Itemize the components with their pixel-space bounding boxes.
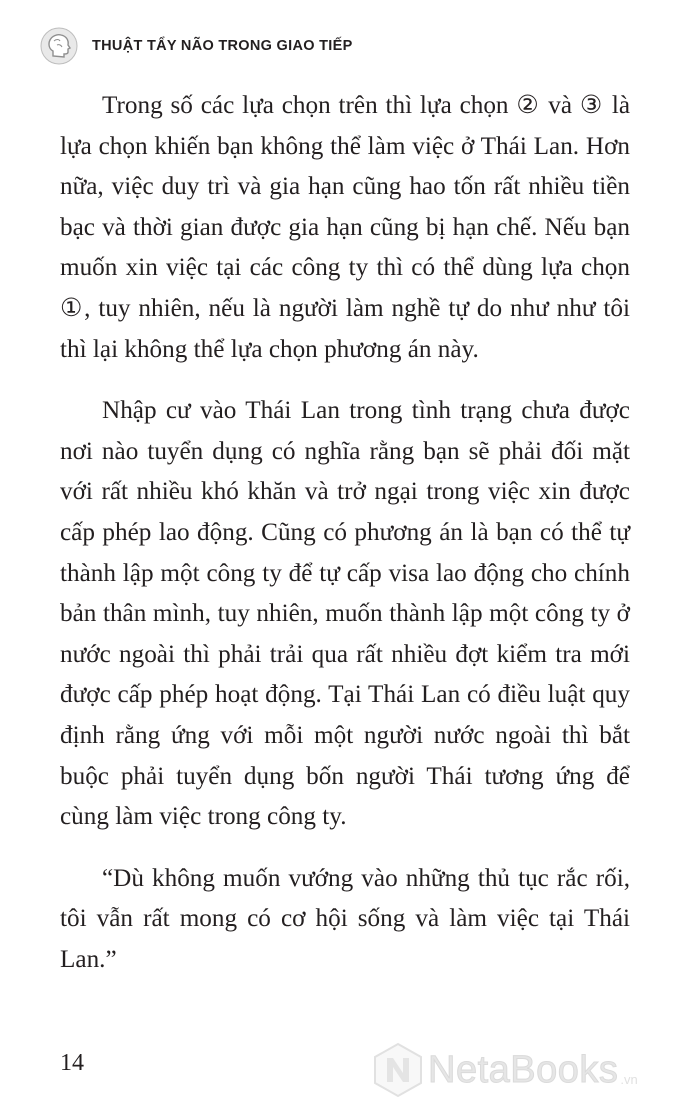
watermark-suffix: .vn xyxy=(620,1071,638,1087)
running-header xyxy=(40,26,353,66)
body-text xyxy=(60,86,630,1001)
head-profile-icon xyxy=(40,27,78,65)
watermark xyxy=(372,1040,638,1100)
paragraph-1: Trong số các lựa chọn trên thì lựa chọn ② và ③ là lựa chọn khiến bạn không thể làm việc ở Thái Lan. Hơn nữa, việc duy trì và gia hạn cũng hao tốn rất nhiều tiền bạc và thời gian được gia hạn cũng bị hạn chế. Nếu bạn muốn xin việc tại các công ty thì có thể dùng lựa chọn ①, tuy nhiên, nếu là người làm nghề tự do như như tôi thì lại không thể lựa chọn phương án này. xyxy=(60,92,630,363)
watermark-brand: NetaBooks xyxy=(428,1048,619,1091)
quote-paragraph: “Dù không muốn vướng vào những thủ tục rắc rối, tôi vẫn rất mong có cơ hội sống và làm việc tại Thái Lan.” xyxy=(60,864,630,973)
paragraph-2: Nhập cư vào Thái Lan trong tình trạng chưa được nơi nào tuyển dụng có nghĩa rằng bạn sẽ phải đối mặt với rất nhiều khó khăn và trở ngại trong việc xin được cấp phép lao động. Cũng có phương án là bạn có thể tự thành lập một công ty để tự cấp visa lao động cho chính bản thân mình, tuy nhiên, muốn thành lập một công ty ở nước ngoài thì phải trải qua rất nhiều đợt kiểm tra mới được cấp phép hoạt động. Tại Thái Lan có điều luật quy định rằng ứng với mỗi một người nước ngoài thì bắt buộc phải tuyển dụng bốn người Thái tương ứng để cùng làm việc trong công ty. xyxy=(60,397,630,831)
page-number: 14 xyxy=(60,1050,84,1076)
netabooks-logo-icon xyxy=(372,1042,424,1098)
book-title: THUẬT TẨY NÃO TRONG GIAO TIẾP xyxy=(92,38,353,54)
